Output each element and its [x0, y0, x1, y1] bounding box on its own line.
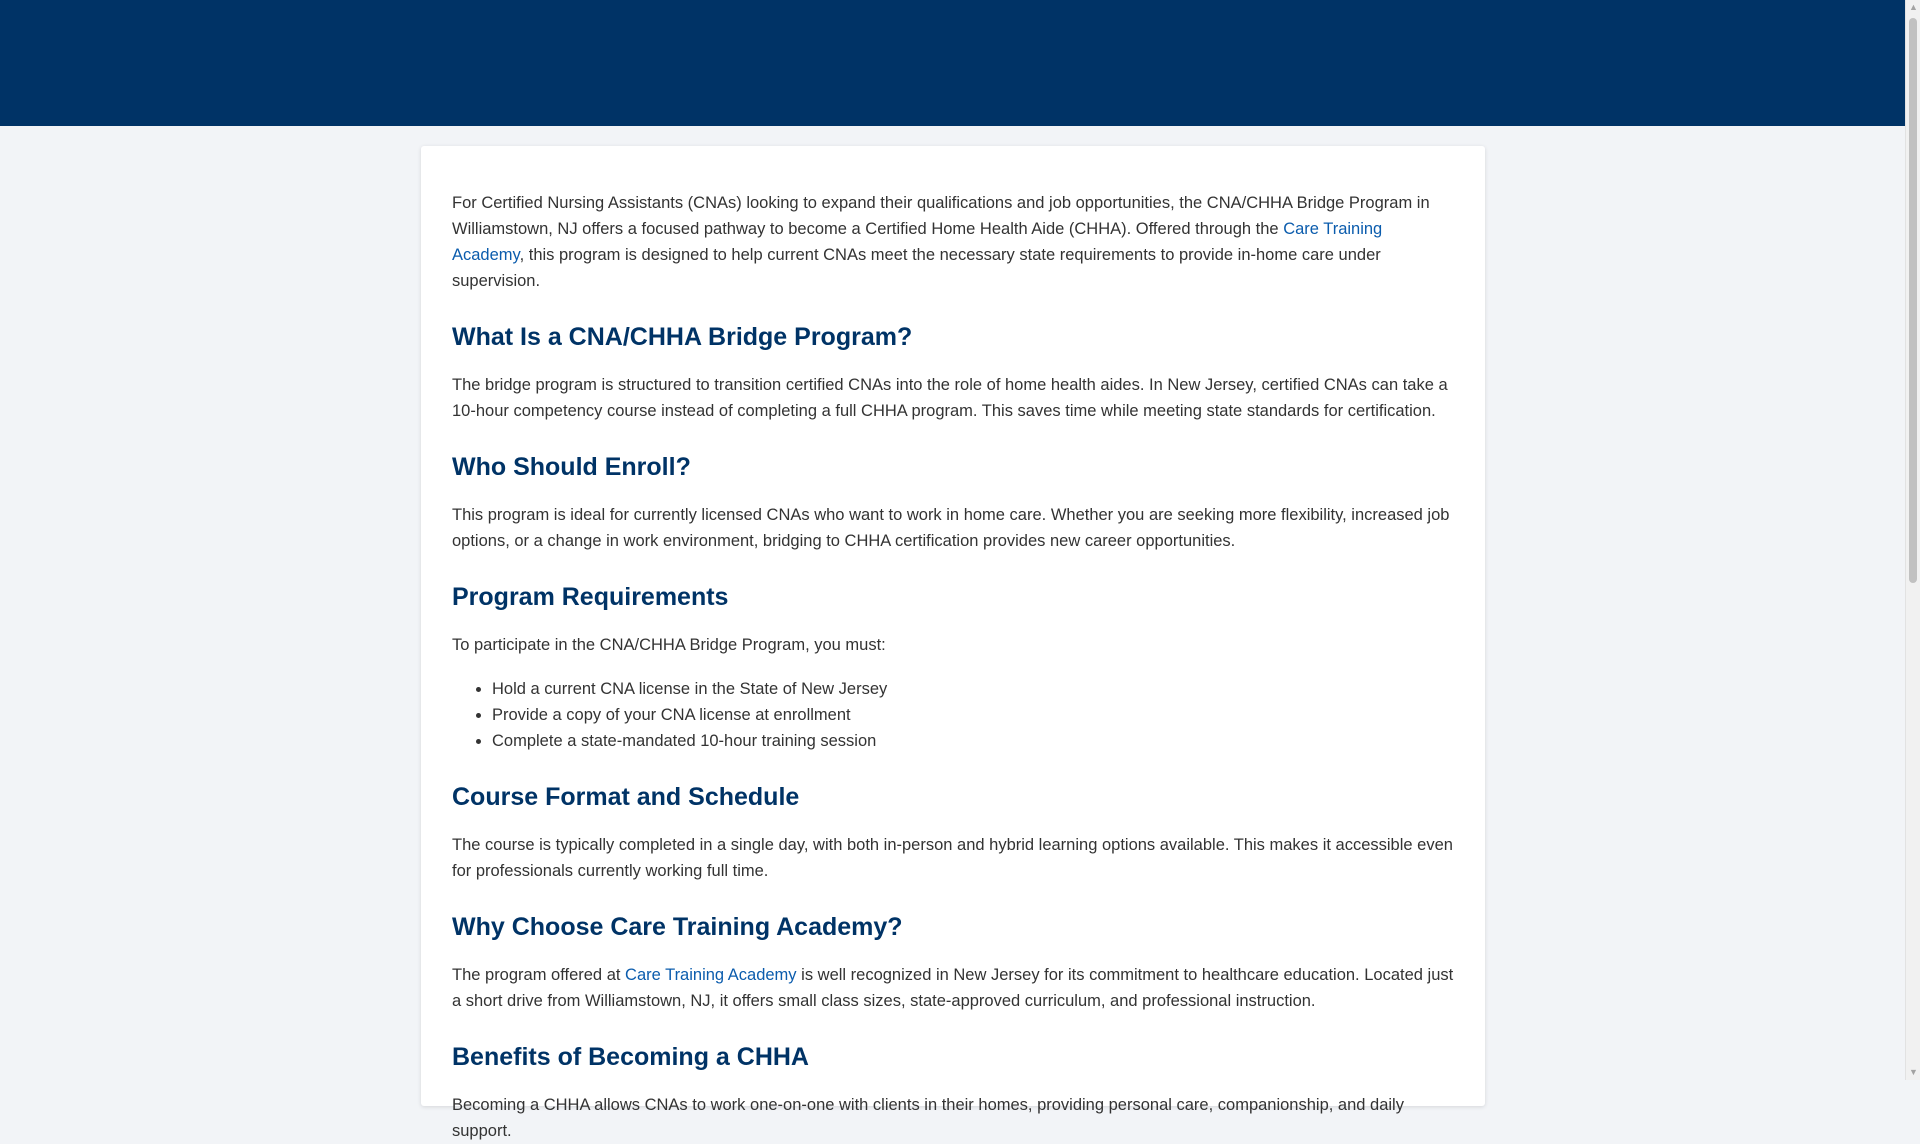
- why-choose-paragraph: The program offered at Care Training Academy is well recognized in New Jersey for its commitment to healthcare education. Located just a short drive from Williamstown, NJ, it offers small class sizes, state-approved curriculum, and professional instruction.: [452, 966, 1454, 1010]
- intro-paragraph: For Certified Nursing Assistants (CNAs) looking to expand their qualifications and job opportunities, the CNA/CHHA Bridge Program in Williamstown, NJ offers a focused pathway to become a Certified Home Health Aide (CHHA). Offered through the Care Training Academy, this program is designed to help current CNAs meet the necessary state requirements to provide in-home care under supervision.: [452, 194, 1430, 290]
- scroll-up-arrow-icon[interactable]: ▲: [1909, 2, 1918, 12]
- article-card: [421, 146, 1485, 1140]
- list-item: • Provide a copy of your CNA license at enrollment: [492, 702, 1454, 728]
- scroll-down-arrow-icon[interactable]: ▼: [1909, 1067, 1918, 1077]
- course-format-paragraph: The course is typically completed in a single day, with both in-person and hybrid learning options available. This makes it accessible even for professionals currently working full time.: [452, 836, 1453, 880]
- care-training-academy-link-2[interactable]: Care Training Academy: [625, 966, 797, 984]
- scrollbar-thumb[interactable]: [1909, 18, 1917, 583]
- care-training-academy-link[interactable]: Care Training Academy: [452, 220, 1383, 264]
- what-is-paragraph: The bridge program is structured to transition certified CNAs into the role of home health aides. In New Jersey, certified CNAs can take a 10-hour competency course instead of completing a full CHHA program. This saves time while meeting state standards for certification.: [452, 376, 1448, 420]
- site-header: [0, 0, 1905, 126]
- benefits-paragraph: Becoming a CHHA allows CNAs to work one-on-one with clients in their homes, providing personal care, companionship, and daily support.: [452, 1096, 1404, 1140]
- course-format-heading: Course Format and Schedule: [452, 783, 800, 811]
- list-item: • Hold a current CNA license in the State of New Jersey: [492, 676, 1454, 702]
- vertical-scrollbar[interactable]: [1905, 0, 1920, 1080]
- benefits-heading: Benefits of Becoming a CHHA: [452, 1043, 809, 1071]
- requirements-list: [452, 676, 1454, 754]
- list-item: • Complete a state-mandated 10-hour training session: [492, 728, 1454, 754]
- who-should-enroll-paragraph: This program is ideal for currently licensed CNAs who want to work in home care. Whether you are seeking more flexibility, increased job options, or a change in work environment, bridging to CHHA certification provides new career opportunities.: [452, 506, 1450, 550]
- program-requirements-heading: Program Requirements: [452, 583, 729, 611]
- why-choose-heading: Why Choose Care Training Academy?: [452, 913, 903, 941]
- what-is-heading: What Is a CNA/CHHA Bridge Program?: [452, 323, 913, 351]
- who-should-enroll-heading: Who Should Enroll?: [452, 453, 691, 481]
- program-requirements-paragraph: To participate in the CNA/CHHA Bridge Program, you must:: [452, 636, 886, 654]
